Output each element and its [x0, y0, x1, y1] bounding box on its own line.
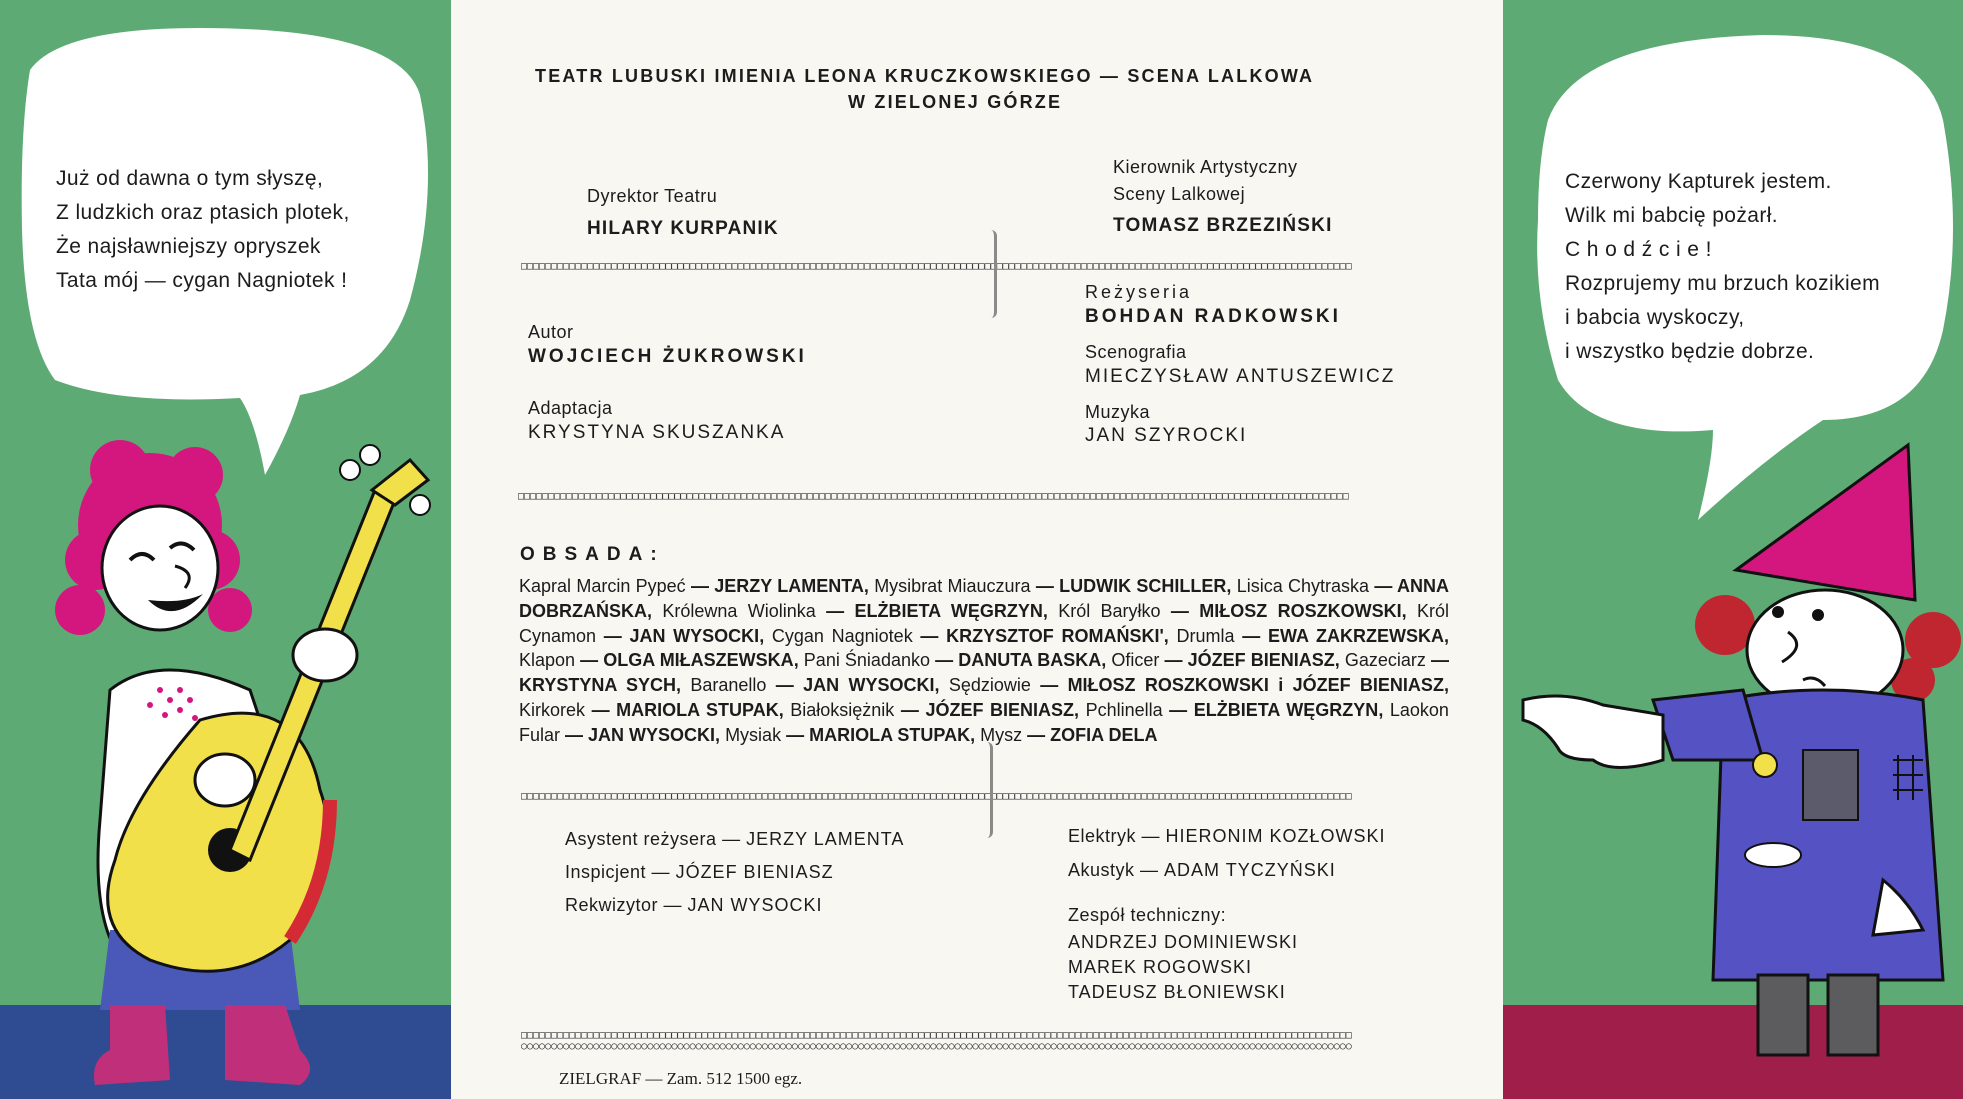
crew-row: Elektryk — HIERONIM KOZŁOWSKI [1068, 826, 1386, 846]
cast-entry: Baranello — JAN WYSOCKI [690, 675, 935, 696]
cast-entry: Król Baryłko — MIŁOSZ ROSZKOWSKI [1058, 600, 1402, 621]
adaptation-role: Adaptacja [528, 398, 613, 418]
author-role: Autor [528, 322, 574, 342]
director-name: HILARY KURPANIK [587, 218, 779, 239]
dotted-divider-2: □□□□□□□□□□□□□□□□□□□□□□□□□□□□□□□□□□□□□□□□□□□□□□□□□□□□□□□□□□□□□□□□□□□□□□□□□□□□□□□□□□□□□□□□□□□□□□□□□□□□□□□□□□□□□□□□□□□□□□□□□□□□□□□□□□□□□□□□□□ [518, 492, 1349, 502]
cast-entry: Cygan Nagniotek — KRZYSZTOF ROMAŃSKI' [771, 625, 1164, 646]
crew-role: Asystent reżysera [565, 829, 717, 849]
crew-name: ADAM TYCZYŃSKI [1164, 860, 1336, 880]
author-name: WOJCIECH ŻUKROWSKI [528, 346, 807, 367]
cast-actor: DANUTA BASKA [958, 650, 1102, 671]
crew-row: Inspicjent — JÓZEF BIENIASZ [565, 862, 834, 882]
dotted-divider-1: □□□□□□□□□□□□□□□□□□□□□□□□□□□□□□□□□□□□□□□□□□□□□□□□□□□□□□□□□□□□□□□□□□□□□□□□□□□□□□□□□□□□□□□□□□□□□□□□□□□□□□□□□□□□□□□□□□□□□□□□□□□□□□□□□□□□□□□□□□ [521, 262, 1352, 272]
cast-actor: JAN WYSOCKI [588, 724, 716, 745]
cast-actor: MIŁOSZ ROSZKOWSKI i JÓZEF BIENIASZ [1067, 675, 1444, 696]
cast-actor: KRYSTYNA SYCH [519, 675, 677, 696]
cast-role: Baranello [690, 675, 767, 696]
scenography-name: MIECZYSŁAW ANTUSZEWICZ [1085, 366, 1396, 387]
cast-entry: Lisica Chytraska — ANNA DOBRZAŃSKA [519, 576, 1449, 621]
crew-row: Asystent reżysera — JERZY LAMENTA [565, 829, 905, 849]
cast-role: Oficer [1111, 650, 1160, 671]
staple-bottom [985, 742, 993, 838]
cast-role: Lisica Chytraska [1236, 576, 1370, 596]
music-name: JAN SZYROCKI [1085, 425, 1248, 446]
cast-actor: ELŻBIETA WĘGRZYN [854, 600, 1043, 621]
cast-actor: ELŻBIETA WĘGRZYN [1193, 699, 1379, 720]
left-illustration-panel [0, 0, 451, 1099]
cast-entry: Oficer — JÓZEF BIENIASZ [1111, 650, 1335, 671]
crew-row: Akustyk — ADAM TYCZYŃSKI [1068, 860, 1336, 880]
cast-actor: JÓZEF BIENIASZ [1187, 650, 1335, 671]
cast-entry: Laokon Fular — JAN WYSOCKI [519, 699, 1449, 745]
right-illustration-panel [1503, 0, 1963, 1099]
cast-entry: Białoksiężnik — JÓZEF BIENIASZ [790, 699, 1075, 720]
directing-role: Reżyseria [1085, 282, 1193, 302]
cast-role: Pchlinella [1085, 699, 1163, 720]
cast-role: Król Baryłko [1058, 600, 1161, 621]
art-director-role-2: Sceny Lalkowej [1113, 184, 1246, 204]
music-role: Muzyka [1085, 402, 1151, 422]
art-director-name: TOMASZ BRZEZIŃSKI [1113, 215, 1333, 236]
cast-actor: JÓZEF BIENIASZ [925, 699, 1075, 720]
cast-actor: LUDWIK SCHILLER [1059, 576, 1227, 596]
staple-top [989, 230, 997, 318]
header-line-2: W ZIELONEJ GÓRZE [848, 92, 1063, 112]
cast-role: Klapon [519, 650, 576, 671]
header-line-1: TEATR LUBUSKI IMIENIA LEONA KRUCZKOWSKIEGO — SCENA LALKOWA [535, 66, 1315, 86]
cast-entry: Pchlinella — ELŻBIETA WĘGRZYN [1085, 699, 1379, 720]
cast-role: Pani Śniadanko [803, 650, 930, 671]
cast-actor: MARIOLA STUPAK [809, 724, 971, 745]
cast-role: Król Cynamon [519, 600, 1449, 646]
cast-actor: OLGA MIŁASZEWSKA [603, 650, 794, 671]
crew-role: Rekwizytor [565, 895, 659, 915]
cast-actor: EWA ZAKRZEWSKA [1267, 625, 1444, 646]
cast-role: Mysz [980, 724, 1023, 745]
cast-role: Sędziowie [948, 675, 1031, 696]
cast-actor: ANNA DOBRZAŃSKA [519, 576, 1449, 621]
footer-printer: ZIELGRAF — Zam. 512 1500 egz. [559, 1069, 803, 1088]
program-page [451, 0, 1503, 1099]
cast-actor: KRZYSZTOF ROMAŃSKI' [946, 625, 1164, 646]
cast-actor: MARIOLA STUPAK [616, 699, 779, 720]
gnome-pointing-illustration [1503, 0, 1963, 1099]
crew-name: JERZY LAMENTA [746, 829, 905, 849]
cast-role: Mysiak [725, 724, 782, 745]
cast-actor: JAN WYSOCKI [803, 675, 935, 696]
cast-entry: Kirkorek — MARIOLA STUPAK [519, 699, 779, 720]
crew-role: Elektryk [1068, 826, 1137, 846]
scenography-role: Scenografia [1085, 342, 1187, 362]
bubble-right-text: Czerwony Kapturek jestem. Wilk mi babcię pożarł. C h o d ź c i e ! Rozprujemy mu brzuch kozikiem i babcia wyskoczy, i wszystko będzie dobrze. [1565, 170, 1881, 363]
tech-team-member: MAREK ROGOWSKI [1068, 957, 1253, 977]
cast-role: Białoksiężnik [790, 699, 895, 720]
cast-role: Mysibrat Miauczura [874, 576, 1031, 596]
cast-entry: Mysz — ZOFIA DELA [980, 724, 1158, 745]
crew-name: JÓZEF BIENIASZ [675, 862, 834, 882]
cast-role: Cygan Nagniotek [771, 625, 913, 646]
cast-list: Kapral Marcin Pypeć — JERZY LAMENTA, Mysibrat Miauczura — LUDWIK SCHILLER, Lisica Chytraska — ANNA DOBRZAŃSKA, Królewna Wiolinka — ELŻBIETA WĘGRZYN, Król Baryłko — MIŁOSZ ROSZKOWSKI, Król Cynamon — JAN WYSOCKI, Cygan Nagniotek — KRZYSZTOF ROMAŃSKI', Drumla — EWA ZAKRZEWSKA, Klapon — OLGA MIŁASZEWSKA, Pani Śniadanko — DANUTA BASKA, Oficer — JÓZEF BIENIASZ, Gazeciarz — KRYSTYNA SYCH, Baranello — JAN WYSOCKI, Sędziowie — MIŁOSZ ROSZKOWSKI i JÓZEF BIENIASZ, Kirkorek — MARIOLA STUPAK, Białoksiężnik — JÓZEF BIENIASZ, Pchlinella — ELŻBIETA WĘGRZYN, Laokon Fular — JAN WYSOCKI, Mysiak — MARIOLA STUPAK, Mysz — ZOFIA DELA [519, 576, 1449, 745]
dotted-divider-4: □□□□□□□□□□□□□□□□□□□□□□□□□□□□□□□□□□□□□□□□□□□□□□□□□□□□□□□□□□□□□□□□□□□□□□□□□□□□□□□□□□□□□□□□□□□□□□□□□□□□□□□□□□□□□□□□□□□□□□□□□□□□□□□□□□□□□□□□□□ ○○○○○○○○○○○○○○○○○○○○○○○○○○○○○○○○○○○○○○○○○○○○○○○○○○○○○○○○○○○○○○○○○○○○○○○○○○○○○○○○○○○○○○○○○○○○○○○○○○○○○○○○○○○○○○○○○○○○○○○○○○○○○○○○○○○○○○○○○○ [521, 1030, 1352, 1052]
cast-heading: OBSADA: [520, 544, 665, 565]
cast-entry: Gazeciarz — KRYSTYNA SYCH [519, 650, 1449, 696]
cast-entry: Sędziowie — MIŁOSZ ROSZKOWSKI i JÓZEF BIENIASZ [948, 675, 1444, 696]
crew-name: JAN WYSOCKI [687, 895, 823, 915]
crew-role: Inspicjent [565, 862, 647, 882]
bubble-left-text: Już od dawna o tym słyszę, Z ludzkich oraz ptasich plotek, Że najsławniejszy opryszek Tata mój — cygan Nagniotek ! [56, 167, 350, 292]
cast-entry: Pani Śniadanko — DANUTA BASKA [803, 650, 1102, 671]
cast-actor: JAN WYSOCKI [629, 625, 760, 646]
cast-actor: JERZY LAMENTA [714, 576, 864, 596]
tech-team-member: TADEUSZ BŁONIEWSKI [1068, 982, 1286, 1002]
crew-row: Rekwizytor — JAN WYSOCKI [565, 895, 823, 915]
art-director-role-1: Kierownik Artystyczny [1113, 157, 1298, 177]
cast-entry: Kapral Marcin Pypeć — JERZY LAMENTA [519, 576, 864, 596]
cast-role: Królewna Wiolinka [662, 600, 816, 621]
cast-role: Drumla [1176, 625, 1235, 646]
cast-actor: MIŁOSZ ROSZKOWSKI [1199, 600, 1402, 621]
cast-role: Kapral Marcin Pypeć [519, 576, 686, 596]
cast-entry: Mysibrat Miauczura — LUDWIK SCHILLER [874, 576, 1227, 596]
dotted-divider-3: □□□□□□□□□□□□□□□□□□□□□□□□□□□□□□□□□□□□□□□□□□□□□□□□□□□□□□□□□□□□□□□□□□□□□□□□□□□□□□□□□□□□□□□□□□□□□□□□□□□□□□□□□□□□□□□□□□□□□□□□□□□□□□□□□□□□□□□□□□ [521, 792, 1352, 802]
cast-entry: Król Cynamon — JAN WYSOCKI [519, 600, 1449, 646]
adaptation-name: KRYSTYNA SKUSZANKA [528, 422, 786, 443]
cast-role: Kirkorek [519, 699, 586, 720]
cast-actor: ZOFIA DELA [1050, 724, 1158, 745]
cast-entry: Drumla — EWA ZAKRZEWSKA [1176, 625, 1444, 646]
cast-role: Gazeciarz [1344, 650, 1426, 671]
director-role: Dyrektor Teatru [587, 186, 718, 206]
directing-name: BOHDAN RADKOWSKI [1085, 306, 1341, 327]
crew-role: Akustyk [1068, 860, 1135, 880]
cast-role: Laokon Fular [519, 699, 1449, 745]
cast-entry: Klapon — OLGA MIŁASZEWSKA [519, 650, 794, 671]
tech-team-label: Zespół techniczny: [1068, 905, 1227, 925]
tech-team-member: ANDRZEJ DOMINIEWSKI [1068, 932, 1299, 952]
cast-entry: Mysiak — MARIOLA STUPAK [725, 724, 971, 745]
cast-entry: Królewna Wiolinka — ELŻBIETA WĘGRZYN [662, 600, 1043, 621]
crew-name: HIERONIM KOZŁOWSKI [1165, 826, 1386, 846]
guitar-player-illustration [0, 0, 451, 1099]
